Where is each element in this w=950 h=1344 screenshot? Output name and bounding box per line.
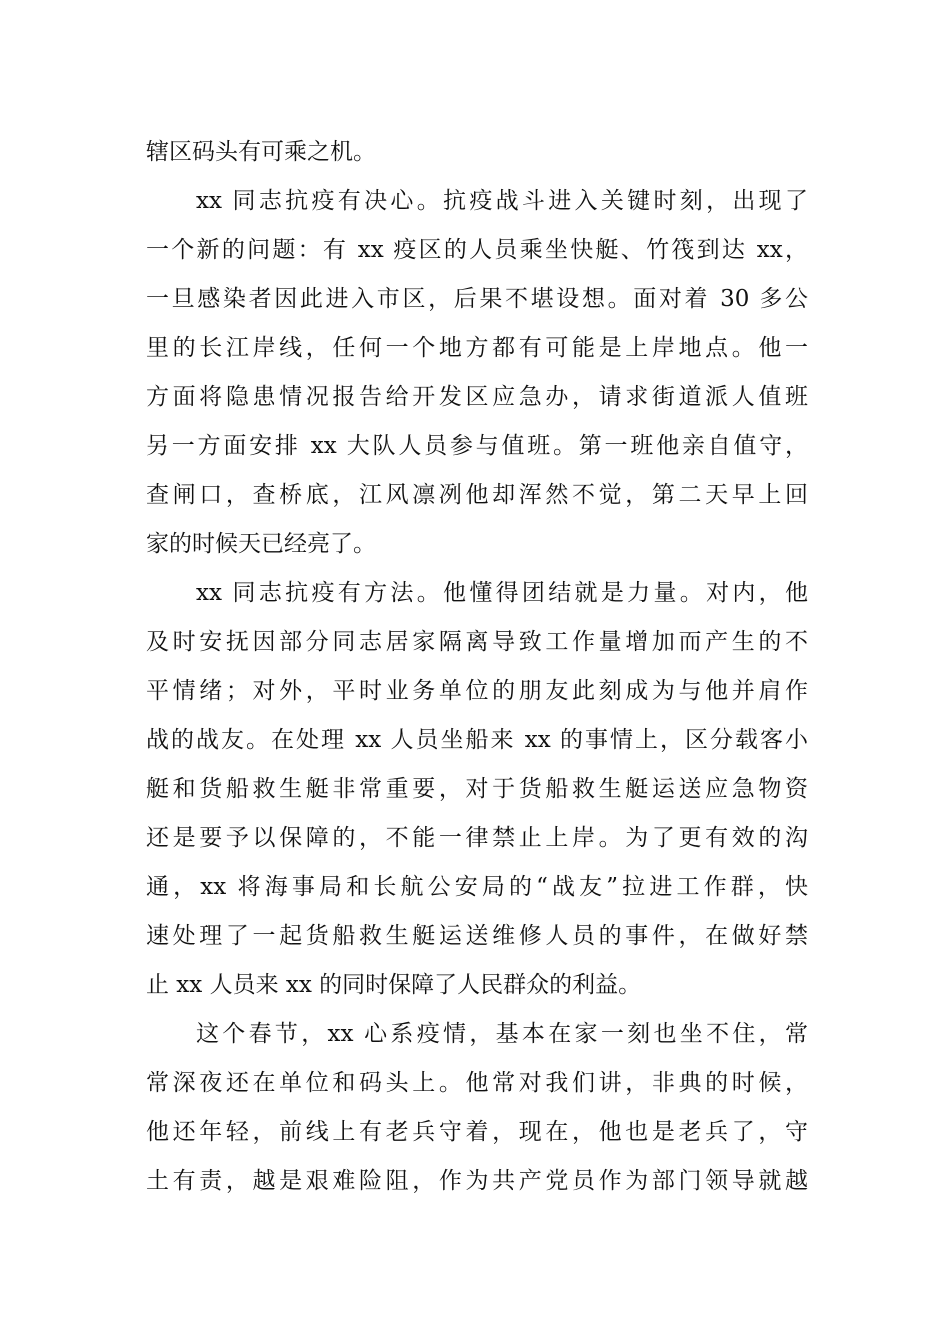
text-line: 常深夜还在单位和码头上。他常对我们讲，非典的时候， — [146, 1070, 808, 1096]
text-line: 战的战友。在处理 xx 人员坐船来 xx 的事情上，区分载客小 — [146, 727, 808, 753]
text-line: 辖区码头有可乘之机。 — [146, 139, 376, 165]
text-line: 方面将隐患情况报告给开发区应急办，请求街道派人值班 — [146, 384, 808, 410]
text-line: 他还年轻，前线上有老兵守着，现在，他也是老兵了，守 — [146, 1119, 808, 1145]
text-line: 速处理了一起货船救生艇运送维修人员的事件，在做好禁 — [146, 923, 808, 949]
text-line: 通，xx 将海事局和长航公安局的“战友”拉进工作群，快 — [146, 874, 808, 900]
text-line: 这个春节，xx 心系疫情，基本在家一刻也坐不住，常 — [196, 1021, 808, 1047]
text-line: 一个新的问题：有 xx 疫区的人员乘坐快艇、竹筏到达 xx， — [146, 237, 808, 263]
text-line: 查闸口，查桥底，江风凛冽他却浑然不觉，第二天早上回 — [146, 482, 808, 508]
text-line: 另一方面安排 xx 大队人员参与值班。第一班他亲自值守， — [146, 433, 808, 459]
text-line: 还是要予以保障的，不能一律禁止上岸。为了更有效的沟 — [146, 825, 808, 851]
text-line: 一旦感染者因此进入市区，后果不堪设想。面对着 30 多公 — [146, 286, 808, 312]
text-line: 里的长江岸线，任何一个地方都有可能是上岸地点。他一 — [146, 335, 808, 361]
text-line: xx 同志抗疫有方法。他懂得团结就是力量。对内，他 — [196, 580, 808, 606]
text-line: 家的时候天已经亮了。 — [146, 531, 376, 557]
text-line: xx 同志抗疫有决心。抗疫战斗进入关键时刻，出现了 — [196, 188, 808, 214]
body-text — [146, 128, 808, 1206]
text-line: 止 xx 人员来 xx 的同时保障了人民群众的利益。 — [146, 972, 642, 998]
text-line: 土有责，越是艰难险阻，作为共产党员作为部门领导就越 — [146, 1168, 808, 1194]
text-line: 及时安抚因部分同志居家隔离导致工作量增加而产生的不 — [146, 629, 808, 655]
text-line: 艇和货船救生艇非常重要，对于货船救生艇运送应急物资 — [146, 776, 808, 802]
text-line: 平情绪；对外，平时业务单位的朋友此刻成为与他并肩作 — [146, 678, 808, 704]
